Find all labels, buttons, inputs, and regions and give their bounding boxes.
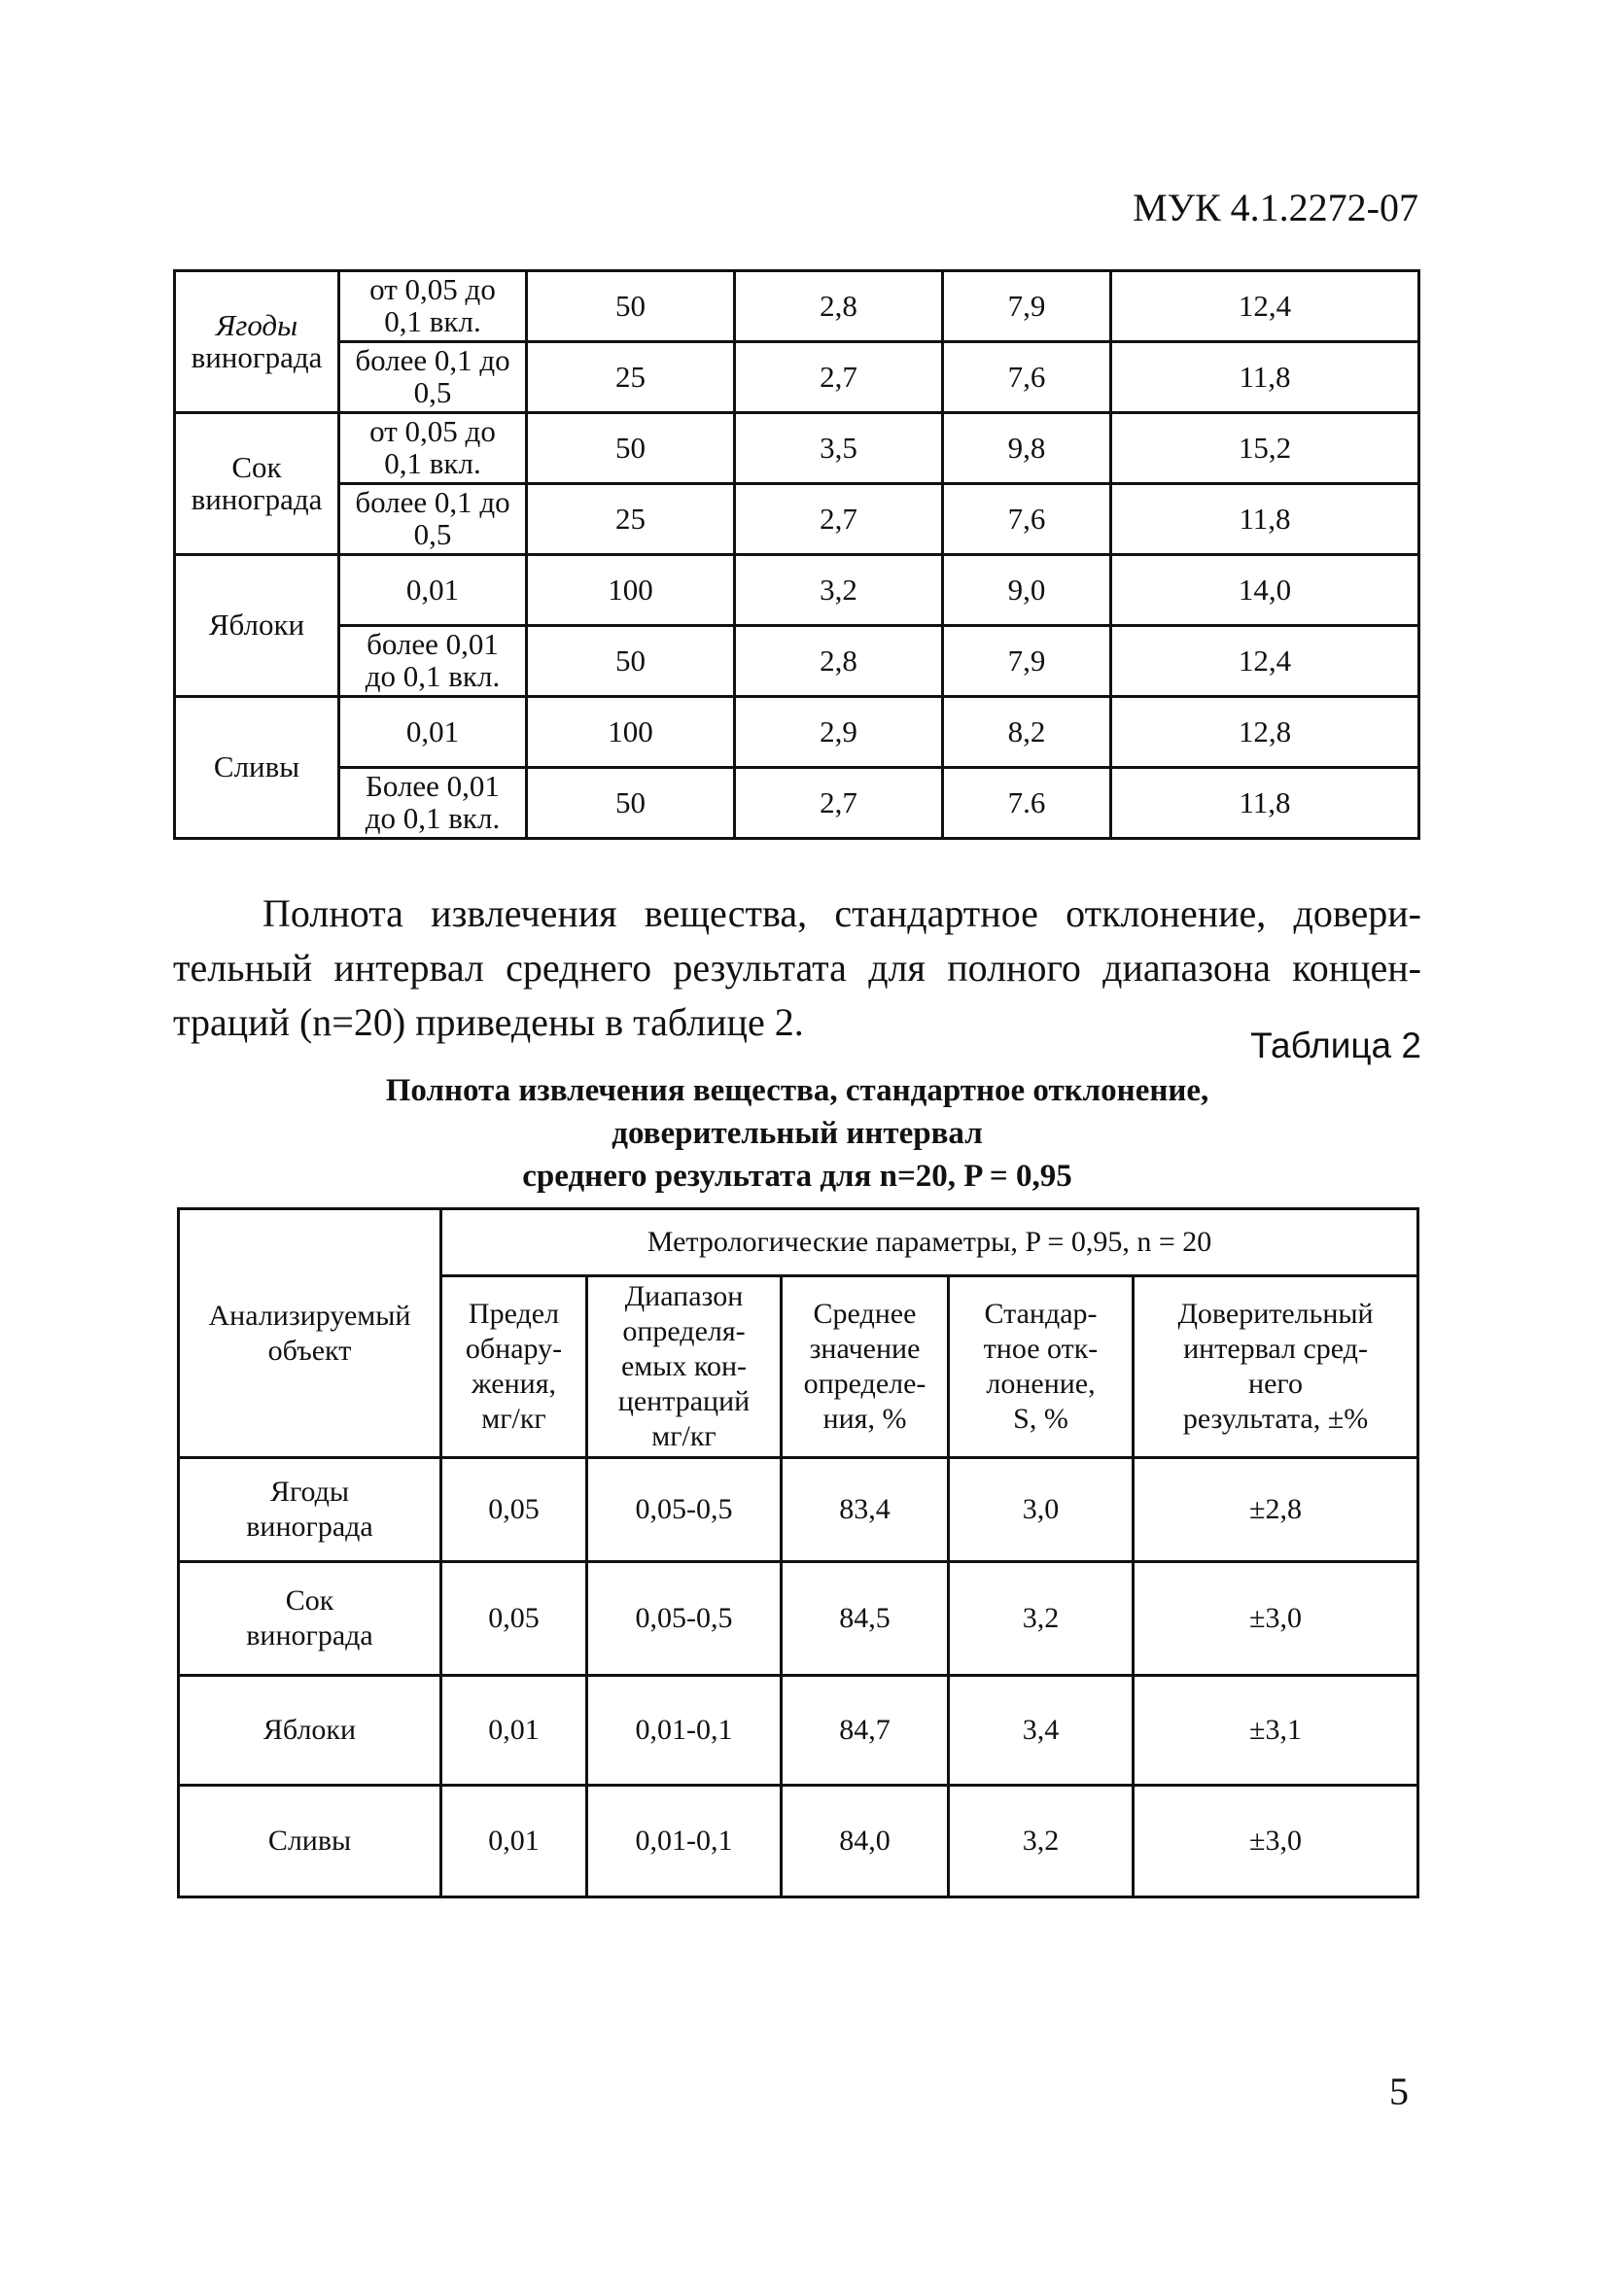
value-cell: 7,6 xyxy=(943,484,1111,555)
range-text: 0,5 xyxy=(413,517,452,551)
value-cell: ±2,8 xyxy=(1134,1458,1418,1562)
object-name: Сливы xyxy=(267,1825,352,1857)
object-cell xyxy=(179,1676,441,1786)
value-cell: 3,0 xyxy=(949,1458,1134,1562)
range-cell xyxy=(339,697,527,768)
caption-line: доверительный интервал xyxy=(612,1116,983,1151)
value-cell: 3,2 xyxy=(949,1786,1134,1897)
object-cell xyxy=(179,1458,441,1562)
range-text: 0,1 вкл. xyxy=(384,304,481,338)
value-cell: 7,9 xyxy=(943,626,1111,697)
value-cell: 11,8 xyxy=(1111,484,1419,555)
object-cell xyxy=(175,697,339,839)
value-cell: 83,4 xyxy=(782,1458,949,1562)
range-text: 0,01 xyxy=(405,713,460,748)
column-header xyxy=(782,1276,949,1458)
value-cell: 0,01-0,1 xyxy=(587,1676,782,1786)
object-name: винограда xyxy=(246,1619,373,1652)
value-cell: 2,7 xyxy=(735,342,943,413)
range-text: 0,5 xyxy=(413,375,452,409)
header-text: Среднее xyxy=(813,1298,917,1330)
value-cell: ±3,0 xyxy=(1134,1786,1418,1897)
value-cell: ±3,0 xyxy=(1134,1562,1418,1676)
object-header-cell xyxy=(179,1209,441,1458)
header-text: определе- xyxy=(803,1368,926,1400)
table-row xyxy=(175,413,1419,484)
column-header xyxy=(1134,1276,1418,1458)
range-text: от 0,05 до xyxy=(369,272,496,307)
header-text: Предел xyxy=(468,1298,560,1330)
range-text: 0,01 xyxy=(405,572,460,607)
table-2-label: Таблица 2 xyxy=(1250,1026,1421,1065)
range-cell xyxy=(339,413,527,484)
object-cell xyxy=(179,1786,441,1897)
table-row xyxy=(179,1562,1418,1676)
value-cell: 7,6 xyxy=(943,342,1111,413)
value-cell: 14,0 xyxy=(1111,555,1419,626)
header-text: интервал сред- xyxy=(1183,1333,1368,1365)
header-text: объект xyxy=(267,1334,352,1367)
table-row xyxy=(175,626,1419,697)
range-text: более 0,1 до xyxy=(355,485,510,520)
header-text: значение xyxy=(809,1333,921,1365)
paragraph-line: траций (n=20) приведены в таблице 2. xyxy=(173,1000,804,1044)
header-text: Диапазон xyxy=(624,1280,744,1312)
header-text: Доверительный xyxy=(1177,1298,1374,1330)
object-name: винограда xyxy=(191,481,323,516)
value-cell: 0,05 xyxy=(441,1458,587,1562)
value-cell: 7.6 xyxy=(943,768,1111,839)
value-cell: 0,05 xyxy=(441,1562,587,1676)
value-cell: 11,8 xyxy=(1111,342,1419,413)
value-cell: 25 xyxy=(527,342,735,413)
value-cell: 0,05-0,5 xyxy=(587,1458,782,1562)
value-cell: 3,4 xyxy=(949,1676,1134,1786)
value-cell: 0,05-0,5 xyxy=(587,1562,782,1676)
table-row xyxy=(175,555,1419,626)
range-cell xyxy=(339,555,527,626)
table-row xyxy=(175,271,1419,342)
range-text: до 0,1 вкл. xyxy=(365,801,501,835)
range-cell xyxy=(339,484,527,555)
caption-line: среднего результата для n=20, P = 0,95 xyxy=(522,1159,1072,1194)
table-row xyxy=(175,768,1419,839)
caption-line: Полнота извлечения вещества, стандартное отклонение, xyxy=(385,1073,1209,1108)
range-text: более 0,1 до xyxy=(355,343,510,378)
value-cell: 0,01-0,1 xyxy=(587,1786,782,1897)
value-cell: 11,8 xyxy=(1111,768,1419,839)
paragraph-line: тельный интервал среднего результата для полного диапазона концен- xyxy=(173,946,1421,990)
header-text: Анализируемый xyxy=(208,1299,411,1332)
table-row xyxy=(175,484,1419,555)
range-text: 0,1 вкл. xyxy=(384,446,481,480)
object-name: Сливы xyxy=(213,749,300,784)
table-header-row xyxy=(179,1209,1418,1276)
table-row xyxy=(175,697,1419,768)
column-header xyxy=(949,1276,1134,1458)
value-cell: 3,2 xyxy=(735,555,943,626)
object-name: Ягоды xyxy=(215,307,298,342)
object-cell xyxy=(175,271,339,413)
value-cell: 50 xyxy=(527,626,735,697)
value-cell: 84,7 xyxy=(782,1676,949,1786)
value-cell: 9,8 xyxy=(943,413,1111,484)
object-name: Сок xyxy=(231,449,282,484)
object-name: винограда xyxy=(246,1511,373,1543)
header-text: результата, ±% xyxy=(1182,1403,1369,1435)
table-row xyxy=(179,1458,1418,1562)
page-number: 5 xyxy=(1389,2070,1409,2113)
column-header xyxy=(587,1276,782,1458)
value-cell: 3,5 xyxy=(735,413,943,484)
header-text: него xyxy=(1248,1368,1303,1400)
value-cell: 15,2 xyxy=(1111,413,1419,484)
range-cell xyxy=(339,626,527,697)
range-text: более 0,01 xyxy=(367,627,499,662)
value-cell: 100 xyxy=(527,555,735,626)
value-cell: 2,9 xyxy=(735,697,943,768)
table-row xyxy=(179,1676,1418,1786)
object-cell xyxy=(175,555,339,697)
object-cell xyxy=(179,1562,441,1676)
table-2 xyxy=(177,1207,1419,1898)
value-cell: 50 xyxy=(527,768,735,839)
value-cell: 50 xyxy=(527,413,735,484)
value-cell: 3,2 xyxy=(949,1562,1134,1676)
object-name: Сок xyxy=(285,1584,334,1617)
column-header xyxy=(441,1276,587,1458)
value-cell: ±3,1 xyxy=(1134,1676,1418,1786)
value-cell: 84,0 xyxy=(782,1786,949,1897)
header-text: определя- xyxy=(622,1315,746,1347)
range-cell xyxy=(339,768,527,839)
header-text: обнару- xyxy=(465,1333,563,1365)
header-text: емых кон- xyxy=(620,1350,748,1382)
range-text: от 0,05 до xyxy=(369,414,496,449)
value-cell: 84,5 xyxy=(782,1562,949,1676)
range-cell xyxy=(339,342,527,413)
range-text: до 0,1 вкл. xyxy=(365,659,501,693)
group-header-cell: Метрологические параметры, P = 0,95, n = 20 xyxy=(441,1209,1418,1276)
header-text: мг/кг xyxy=(651,1420,717,1452)
value-cell: 12,4 xyxy=(1111,271,1419,342)
value-cell: 2,7 xyxy=(735,768,943,839)
value-cell: 2,7 xyxy=(735,484,943,555)
object-name: Яблоки xyxy=(208,608,305,643)
body-paragraph xyxy=(173,887,1421,1050)
value-cell: 2,8 xyxy=(735,626,943,697)
table-1-continuation xyxy=(173,269,1420,840)
header-text: лонение, xyxy=(986,1368,1096,1400)
table-2-caption xyxy=(331,1069,1264,1198)
object-name: Яблоки xyxy=(262,1714,357,1746)
value-cell: 2,8 xyxy=(735,271,943,342)
value-cell: 7,9 xyxy=(943,271,1111,342)
value-cell: 12,8 xyxy=(1111,697,1419,768)
header-text: жения, xyxy=(471,1368,557,1400)
object-name: винограда xyxy=(191,339,323,374)
value-cell: 0,01 xyxy=(441,1786,587,1897)
value-cell: 25 xyxy=(527,484,735,555)
value-cell: 8,2 xyxy=(943,697,1111,768)
value-cell: 100 xyxy=(527,697,735,768)
value-cell: 50 xyxy=(527,271,735,342)
value-cell: 12,4 xyxy=(1111,626,1419,697)
document-code: МУК 4.1.2272-07 xyxy=(1133,186,1418,229)
value-cell: 0,01 xyxy=(441,1676,587,1786)
range-cell xyxy=(339,271,527,342)
object-cell xyxy=(175,413,339,555)
header-text: мг/кг xyxy=(481,1403,546,1435)
header-text: Стандар- xyxy=(984,1298,1098,1330)
range-text: Более 0,01 xyxy=(366,769,500,804)
header-text: центраций xyxy=(617,1385,751,1417)
object-name: Ягоды xyxy=(269,1476,350,1508)
header-text: ния, % xyxy=(822,1403,907,1435)
value-cell: 9,0 xyxy=(943,555,1111,626)
header-text: S, % xyxy=(1013,1403,1068,1435)
table-row xyxy=(179,1786,1418,1897)
paragraph-line: Полнота извлечения вещества, стандартное отклонение, довери- xyxy=(262,891,1421,935)
header-text: тное отк- xyxy=(983,1333,1099,1365)
table-row xyxy=(175,342,1419,413)
